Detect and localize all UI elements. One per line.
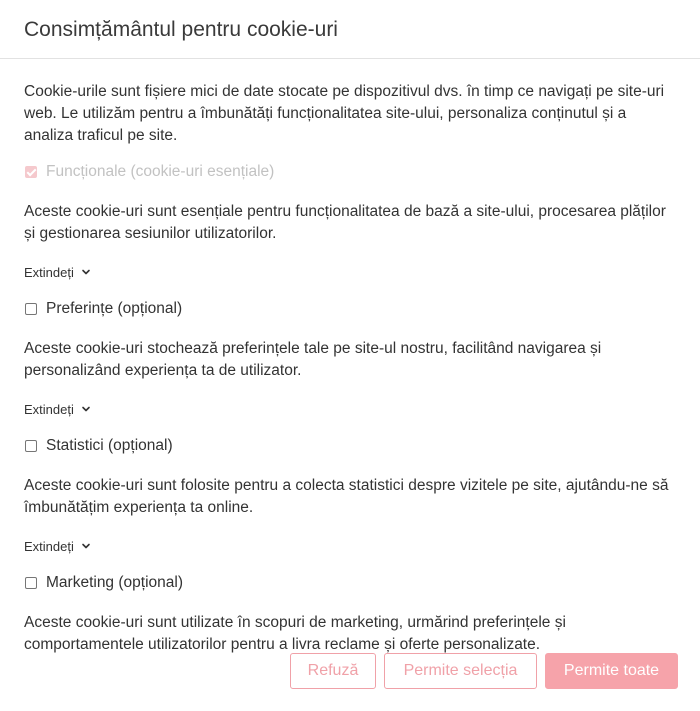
functional-description: Aceste cookie-uri sunt esențiale pentru funcționalitatea de bază a site-ului, procesarea plăților și gestionarea sesiunilor utilizatorilor. [24,203,666,242]
chevron-down-icon [81,267,91,277]
marketing-label[interactable]: Marketing (opțional) [46,574,183,591]
expand-label: Extindeți [24,401,74,417]
refuse-button[interactable]: Refuză [290,653,376,689]
allow-all-button[interactable]: Permite toate [545,653,678,689]
chevron-down-icon [81,404,91,414]
preferences-label[interactable]: Preferințe (opțional) [46,300,183,317]
functional-expand-toggle[interactable] [24,263,676,281]
preferences-checkbox[interactable] [25,303,37,315]
statistics-checkbox[interactable] [25,440,37,452]
expand-label: Extindeți [24,264,74,280]
dialog-header [0,0,700,59]
preferences-description: Aceste cookie-uri stochează preferințele tale pe site-ul nostru, facilitând navigarea și personalizând experiența ta de utilizator. [24,340,602,379]
category-marketing [24,572,676,594]
allow-selection-button[interactable]: Permite selecția [384,653,537,689]
intro-text: Cookie-urile sunt fișiere mici de date stocate pe dispozitivul dvs. în timp ce navigați pe site-uri web. Le utilizăm pentru a îmbunătăți funcționalitatea site-ului, personaliza conținutul și a analiza traficul pe site. [24,83,665,144]
statistics-expand-toggle[interactable] [24,537,676,555]
marketing-description: Aceste cookie-uri sunt utilizate în scopuri de marketing, urmărind preferințele și comportamentele utilizatorilor pentru a livra reclame și oferte personalizate. [24,614,566,653]
functional-checkbox [25,166,37,178]
dialog-title: Consimțământul pentru cookie-uri [24,18,338,41]
functional-label: Funcționale (cookie-uri esențiale) [46,163,275,180]
preferences-expand-toggle[interactable] [24,400,676,418]
category-functional [24,161,676,183]
statistics-label[interactable]: Statistici (opțional) [46,437,173,454]
category-statistics [24,435,676,457]
statistics-description: Aceste cookie-uri sunt folosite pentru a colecta statistici despre vizitele pe site, ajutându-ne să îmbunătățim experiența ta online. [24,477,669,516]
expand-label: Extindeți [24,538,74,554]
dialog-footer [0,653,700,689]
dialog-body [0,59,700,656]
marketing-checkbox[interactable] [25,577,37,589]
chevron-down-icon [81,541,91,551]
category-preferences [24,298,676,320]
